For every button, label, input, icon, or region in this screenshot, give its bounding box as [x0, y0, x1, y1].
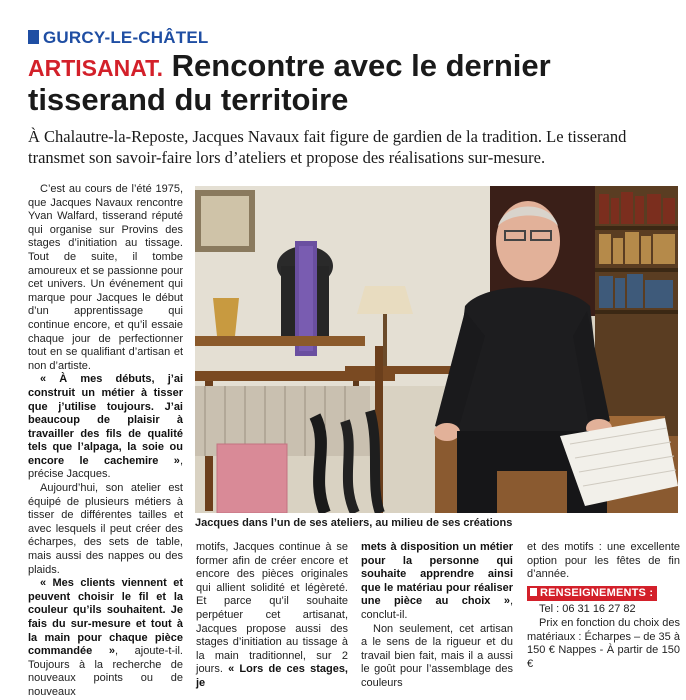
article-column-2	[196, 541, 348, 691]
col2-paragraph	[196, 541, 348, 691]
col3-quote: mets à disposition un métier pour la personne qui souhaite apprendre ainsi que le matériau pour réaliser une pièce au choix »	[361, 541, 513, 608]
col1-quote-2-after: , ajoute-t-il. Toujours à la recherche de nouveaux points ou de nouveaux	[28, 645, 183, 698]
col1-quote: « À mes débuts, j’ai construit un métier à tisser que j’utilise toujours. J’ai beaucoup de plaisir à travailler des fils de qualité tels que l’alpaga, la soie ou encore le cachemire »	[28, 373, 183, 467]
weaver-workshop-illustration	[195, 186, 678, 513]
col1-quote-2: « Mes clients viennent et peuvent choisir le fil et la couleur qu’ils souhaitent. Je fais du sur-mesure et tout à la main pour chaque pièce commandée »	[28, 577, 183, 658]
col2-quote: « Lors de ces stages, je	[196, 663, 348, 689]
kicker-square-icon	[28, 30, 39, 44]
col3-paragraph-2: Non seulement, cet artisan a le sens de la rigueur et du travail bien fait, mais il a aussi le goût pour l’assemblage des couleurs	[361, 622, 513, 689]
info-phone: Tel : 06 31 16 27 82	[539, 603, 636, 616]
info-box-label	[527, 586, 657, 602]
info-square-icon	[530, 588, 537, 596]
col1-quote-paragraph-2	[28, 577, 183, 699]
col4-paragraph: et des motifs : une excellente option pour les fêtes de fin d’année.	[527, 541, 680, 581]
col1-paragraph-1: C’est au cours de l’été 1975, que Jacques Navaux rencontre Yvan Walfard, tisserand réputé qui organise sur Provins des stages d’initiation au tissage. Tout de suite, il tombe amoureux et se passionne pour cet univers. Un événement qui marque pour Jacques le début d’un apprentissage qui continue encore, et qu’il essaie chaque jour de perfectionner tout en se qualifiant d’artisan et non d’artiste.	[28, 183, 183, 372]
info-box-text: RENSEIGNEMENTS :	[540, 586, 654, 599]
article-column-1	[28, 183, 183, 700]
col3-quote-after: , conclut-il.	[361, 595, 513, 621]
headline	[28, 50, 668, 116]
section-kicker	[28, 28, 208, 48]
article-column-3	[361, 541, 513, 691]
col1-quote-after: , précise Jacques.	[28, 454, 183, 481]
article-column-4	[527, 541, 680, 671]
headline-category: ARTISANAT.	[28, 55, 164, 81]
col1-quote-paragraph	[28, 373, 183, 482]
kicker-text: GURCY-LE-CHÂTEL	[43, 28, 209, 47]
headline-title: Rencontre avec le dernier tisserand du territoire	[28, 48, 551, 117]
article-lead: À Chalautre-la-Reposte, Jacques Navaux fait figure de gardien de la tradition. Le tisserand transmet son savoir-faire lors d’ateliers et propose des réalisations sur-mesure.	[28, 127, 627, 167]
photo-caption: Jacques dans l’un de ses ateliers, au milieu de ses créations	[195, 517, 513, 529]
col1-paragraph-2: Aujourd’hui, son atelier est équipé de plusieurs métiers à tisser de différentes tailles et avec lesquels il peut créer des écharpes, des sets de table, mais aussi des nappes ou des plaids.	[28, 482, 183, 576]
info-prices: Prix en fonction du choix des matériaux : Écharpes – de 35 à 150 € Nappes - À partir de 150 €	[527, 616, 680, 670]
article-photo	[195, 186, 678, 513]
col3-quote-paragraph	[361, 541, 513, 623]
col2-text: motifs, Jacques continue à se former afin de créer encore et encore des pièces originales qui allient solidité et légèreté. Et parce qu’il souhaite perpétuer cet artisanat, Jacques propose aussi des stages d’initiation au tissage à la main traditionnel, sur 2 jours.	[196, 541, 348, 676]
